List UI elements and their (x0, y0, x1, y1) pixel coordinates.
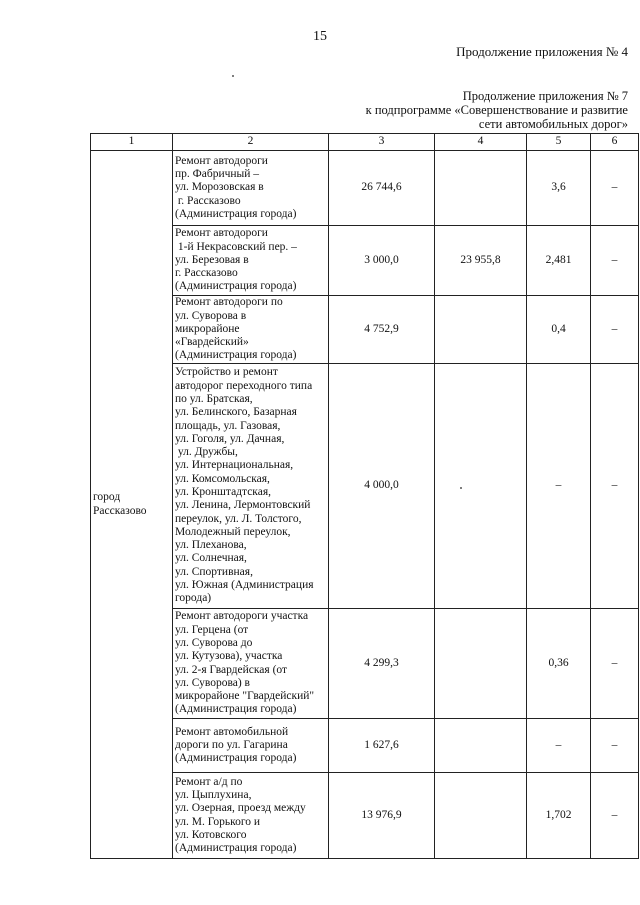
cost-cell: 26 744,6 (329, 151, 435, 226)
work-description-line: «Гвардейский» (175, 336, 249, 349)
table-row (91, 364, 639, 609)
work-description-line: (Администрация города) (175, 703, 297, 716)
table-body (91, 151, 639, 859)
work-description-line: ул. Суворова в (175, 309, 247, 322)
col6-cell: – (591, 226, 639, 296)
work-description-cell (173, 364, 329, 609)
column-header: 1 (91, 134, 173, 151)
column-header: 3 (329, 134, 435, 151)
cost-cell: 1 627,6 (329, 719, 435, 773)
column-header: 4 (435, 134, 527, 151)
work-description-line: Молодежный переулок, (175, 525, 291, 538)
work-description-line: площадь, ул. Газовая, (175, 419, 281, 432)
work-description-line: ул. Кронштадтская, (175, 486, 271, 498)
work-description-line: ул. Южная (Администрация (175, 579, 314, 592)
page-number: 15 (313, 29, 327, 44)
col4-cell (435, 719, 527, 773)
col6-cell: – (591, 296, 639, 364)
column-header: 2 (173, 134, 329, 151)
work-description-line: пр. Фабричный – (175, 168, 260, 181)
work-description-line: (Администрация города) (175, 752, 297, 765)
table-row (91, 226, 639, 296)
work-description-line: ул. Белинского, Базарная (175, 406, 297, 419)
work-description-line: ул. Комсомольская, (175, 472, 270, 485)
col4-cell (435, 609, 527, 719)
col4-cell (435, 151, 527, 226)
length-cell: – (527, 719, 591, 773)
work-description-line: ул. М. Горького и (175, 815, 261, 828)
district-line: город (93, 491, 121, 504)
work-description-line: микрорайоне "Гвардейский" (175, 690, 315, 703)
appendix-continuation-title: Продолжение приложения № 4 (456, 44, 628, 59)
work-description-cell (173, 226, 329, 296)
work-description-line: города) (175, 592, 212, 605)
length-cell: 2,481 (527, 226, 591, 296)
work-description-line: ул. Интернациональная, (175, 459, 294, 472)
cost-cell: 4 299,3 (329, 609, 435, 719)
work-description-line: г. Рассказово (175, 194, 241, 207)
work-description-line: ул. Спортивная, (175, 565, 253, 578)
subheader-line: Продолжение приложения № 7 (462, 89, 628, 103)
road-repair-table (90, 133, 639, 859)
work-description-line: Ремонт автомобильной (175, 725, 289, 738)
work-description-line: (Администрация города) (175, 842, 297, 855)
work-description-line: Ремонт автодороги по (175, 296, 283, 309)
column-header: 6 (591, 134, 639, 151)
subheader-line: сети автомобильных дорог» (478, 117, 628, 131)
work-description-line: ул. 2-я Гвардейская (от (175, 663, 288, 676)
work-description-line: ул. Цыплухина, (175, 788, 252, 801)
table-row (91, 151, 639, 226)
work-description-line: Ремонт а/д по (175, 775, 243, 788)
work-description-line: ул. Кутузова), участка (175, 650, 283, 663)
work-description-line: г. Рассказово (175, 267, 238, 280)
length-cell: 1,702 (527, 773, 591, 859)
work-description-line: ул. Озерная, проезд между (175, 802, 306, 815)
cost-cell: 4 000,0 (329, 364, 435, 609)
subprogram-continuation-header (366, 89, 628, 131)
cost-cell: 3 000,0 (329, 226, 435, 296)
work-description-line: 1-й Некрасовский пер. – (175, 240, 297, 253)
work-description-cell (173, 296, 329, 364)
col6-cell: – (591, 364, 639, 609)
col4-cell (435, 296, 527, 364)
work-description-line: переулок, ул. Л. Толстого, (175, 512, 302, 525)
cost-cell: 13 976,9 (329, 773, 435, 859)
col6-cell: – (591, 151, 639, 226)
table-row (91, 719, 639, 773)
column-number-row (91, 134, 639, 151)
work-description-line: ул. Ленина, Лермонтовский (175, 499, 311, 512)
work-description-line: ул. Дружбы, (175, 446, 238, 459)
col4-cell (435, 773, 527, 859)
col6-cell: – (591, 773, 639, 859)
work-description-line: ул. Гоголя, ул. Дачная, (175, 432, 285, 445)
length-cell: 0,36 (527, 609, 591, 719)
col6-cell: – (591, 719, 639, 773)
col4-cell (435, 364, 527, 609)
scan-speck (232, 75, 234, 77)
work-description-cell (173, 609, 329, 719)
column-header: 5 (527, 134, 591, 151)
length-cell: 3,6 (527, 151, 591, 226)
work-description-line: ул. Морозовская в (175, 181, 264, 194)
district-cell (91, 151, 173, 859)
work-description-line: ул. Суворова) в (175, 676, 250, 689)
work-description-line: автодорог переходного типа (175, 379, 313, 392)
work-description-line: Ремонт автодороги участка (175, 610, 309, 623)
work-description-line: ул. Березовая в (175, 253, 249, 266)
col4-cell: 23 955,8 (435, 226, 527, 296)
table-row (91, 773, 639, 859)
work-description-line: Ремонт автодороги (175, 227, 268, 240)
work-description-line: ул. Солнечная, (175, 552, 247, 565)
cost-cell: 4 752,9 (329, 296, 435, 364)
work-description-line: Устройство и ремонт (175, 366, 278, 379)
work-description-cell (173, 773, 329, 859)
work-description-line: дороги по ул. Гагарина (175, 738, 288, 751)
district-line: Рассказово (93, 504, 147, 517)
work-description-line: микрорайоне (175, 322, 240, 335)
work-description-line: ул. Плеханова, (175, 539, 247, 552)
table-row (91, 296, 639, 364)
work-description-line: (Администрация города) (175, 280, 297, 293)
work-description-line: (Администрация города) (175, 349, 297, 362)
work-description-line: ул. Котовского (175, 828, 247, 841)
work-description-line: по ул. Братская, (175, 392, 253, 405)
scan-speck (460, 487, 462, 489)
work-description-line: ул. Суворова до (175, 636, 253, 649)
work-description-line: ул. Герцена (от (175, 623, 249, 636)
subheader-line: к подпрограмме «Совершенствование и развитие (365, 103, 628, 117)
length-cell: 0,4 (527, 296, 591, 364)
work-description-line: (Администрация города) (175, 207, 297, 220)
col6-cell: – (591, 609, 639, 719)
work-description-cell (173, 719, 329, 773)
work-description-cell (173, 151, 329, 226)
length-cell: – (527, 364, 591, 609)
table-row (91, 609, 639, 719)
work-description-line: Ремонт автодороги (175, 154, 268, 167)
